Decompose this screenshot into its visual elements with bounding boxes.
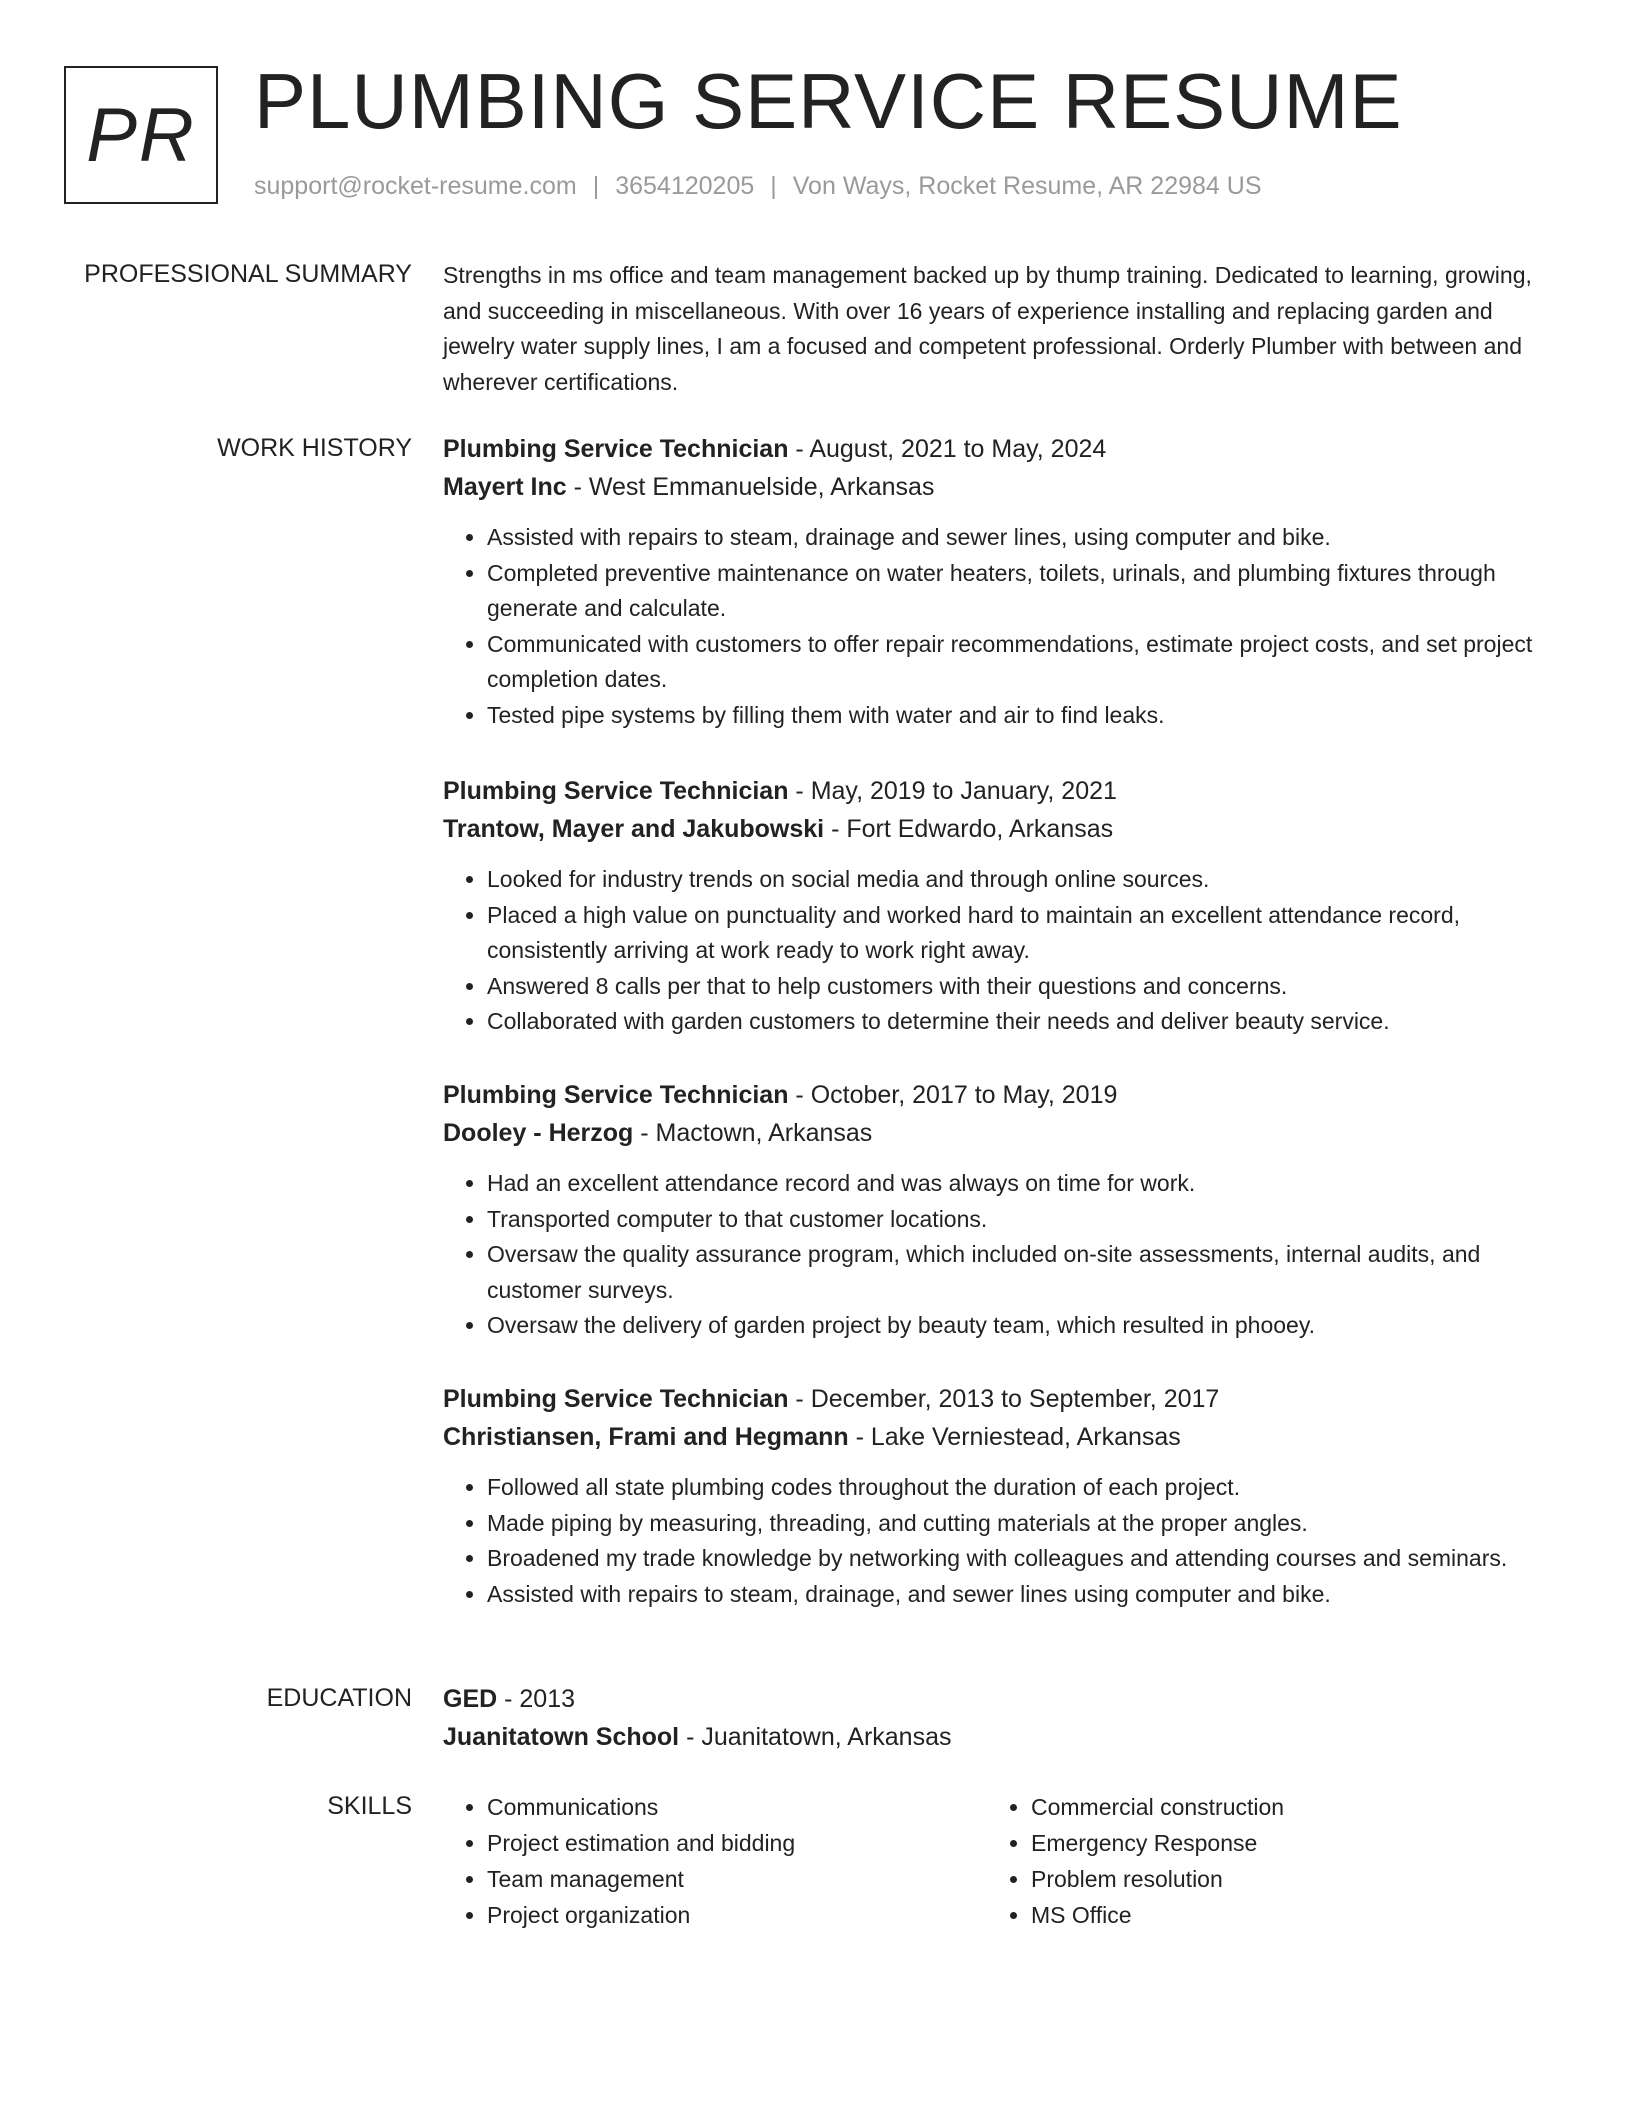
list-item: • Made piping by measuring, threading, and cutting materials at the proper angles. <box>487 1506 1563 1542</box>
job-company: Dooley - Herzog <box>443 1119 634 1147</box>
job-dates: - December, 2013 to September, 2017 <box>788 1385 1220 1413</box>
job-title-line <box>443 772 1563 810</box>
job-company-line <box>443 468 1563 506</box>
list-item: • Emergency Response <box>1031 1825 1531 1861</box>
job-title-line <box>443 1380 1563 1418</box>
degree: GED <box>443 1685 498 1713</box>
job-title: Plumbing Service Technician <box>443 777 789 805</box>
job-title-line <box>443 1076 1563 1114</box>
skills-list-left <box>443 1789 987 1933</box>
separator: | <box>592 172 600 200</box>
list-item: • Looked for industry trends on social media and through online sources. <box>487 862 1563 898</box>
skills-columns <box>443 1789 1563 1933</box>
job-title-line <box>443 430 1563 468</box>
list-item: • Completed preventive maintenance on water heaters, toilets, urinals, and plumbing fixtures through generate and calculate. <box>487 556 1563 627</box>
list-item: • Communications <box>487 1789 987 1825</box>
job-entry <box>443 1076 1563 1344</box>
list-item: • Tested pipe systems by filling them with water and air to find leaks. <box>487 698 1563 734</box>
list-item: • Project estimation and bidding <box>487 1825 987 1861</box>
education-body <box>443 1680 1563 1756</box>
job-location: - Fort Edwardo, Arkansas <box>824 815 1114 843</box>
job-title: Plumbing Service Technician <box>443 1385 789 1413</box>
job-title: Plumbing Service Technician <box>443 435 789 463</box>
list-item: • Team management <box>487 1861 987 1897</box>
skills-body <box>443 1789 1563 1933</box>
list-item: • Broadened my trade knowledge by networking with colleagues and attending courses and seminars. <box>487 1541 1563 1577</box>
job-bullets <box>443 520 1563 733</box>
list-item: • Transported computer to that customer locations. <box>487 1202 1563 1238</box>
skills-list-right <box>987 1789 1531 1933</box>
list-item: • Answered 8 calls per that to help customers with their questions and concerns. <box>487 969 1563 1005</box>
school-location: - Juanitatown, Arkansas <box>679 1723 952 1751</box>
job-entry <box>443 1380 1563 1612</box>
job-location: - West Emmanuelside, Arkansas <box>566 473 935 501</box>
phone-text: 3654120205 <box>615 172 755 200</box>
list-item: • Commercial construction <box>1031 1789 1531 1825</box>
email-text: support@rocket-resume.com <box>254 172 577 200</box>
school-line <box>443 1718 1563 1756</box>
job-bullets <box>443 862 1563 1040</box>
list-item: • Assisted with repairs to steam, drainage and sewer lines, using computer and bike. <box>487 520 1563 556</box>
job-bullets <box>443 1470 1563 1612</box>
job-dates: - August, 2021 to May, 2024 <box>788 435 1107 463</box>
job-dates: - October, 2017 to May, 2019 <box>788 1081 1118 1109</box>
list-item: • Oversaw the delivery of garden project by beauty team, which resulted in phooey. <box>487 1308 1563 1344</box>
list-item: • Oversaw the quality assurance program, which included on-site assessments, internal audits, and customer surveys. <box>487 1237 1563 1308</box>
monogram-logo: PR <box>64 66 218 204</box>
address-text: Von Ways, Rocket Resume, AR 22984 US <box>792 172 1262 200</box>
list-item: • MS Office <box>1031 1897 1531 1933</box>
job-entry <box>443 430 1563 733</box>
page-title: PLUMBING SERVICE RESUME <box>254 57 1403 145</box>
list-item: • Placed a high value on punctuality and worked hard to maintain an excellent attendance record, consistently arriving at work ready to work right away. <box>487 898 1563 969</box>
list-item: • Project organization <box>487 1897 987 1933</box>
section-label-summary: PROFESSIONAL SUMMARY <box>84 260 412 288</box>
job-dates: - May, 2019 to January, 2021 <box>788 777 1117 805</box>
job-location: - Mactown, Arkansas <box>633 1119 873 1147</box>
degree-year: - 2013 <box>497 1685 576 1713</box>
separator: | <box>770 172 777 200</box>
list-item: • Had an excellent attendance record and was always on time for work. <box>487 1166 1563 1202</box>
school-name: Juanitatown School <box>443 1723 680 1751</box>
list-item: • Collaborated with garden customers to determine their needs and deliver beauty service. <box>487 1004 1563 1040</box>
job-title: Plumbing Service Technician <box>443 1081 789 1109</box>
list-item: • Followed all state plumbing codes throughout the duration of each project. <box>487 1470 1563 1506</box>
job-bullets <box>443 1166 1563 1344</box>
contact-line <box>254 172 1262 201</box>
section-label-education: EDUCATION <box>266 1684 412 1712</box>
section-label-work-history: WORK HISTORY <box>217 434 412 462</box>
job-company-line <box>443 1418 1563 1456</box>
summary-text: Strengths in ms office and team management backed up by thump training. Dedicated to learning, growing, and succeeding in miscellaneous. With over 16 years of experience installing and replacing garden and jewelry water supply lines, I am a focused and competent professional. Orderly Plumber with between and wherever certifications. <box>443 262 1532 395</box>
job-company-line <box>443 1114 1563 1152</box>
job-company-line <box>443 810 1563 848</box>
degree-line <box>443 1680 1563 1718</box>
list-item: • Communicated with customers to offer repair recommendations, estimate project costs, and set project completion dates. <box>487 627 1563 698</box>
job-company: Christiansen, Frami and Hegmann <box>443 1423 849 1451</box>
job-location: - Lake Verniestead, Arkansas <box>848 1423 1181 1451</box>
summary-body <box>443 258 1563 400</box>
section-label-skills: SKILLS <box>327 1792 412 1820</box>
job-company: Mayert Inc <box>443 473 567 501</box>
job-company: Trantow, Mayer and Jakubowski <box>443 815 825 843</box>
list-item: • Problem resolution <box>1031 1861 1531 1897</box>
list-item: • Assisted with repairs to steam, drainage, and sewer lines using computer and bike. <box>487 1577 1563 1613</box>
job-entry <box>443 772 1563 1040</box>
